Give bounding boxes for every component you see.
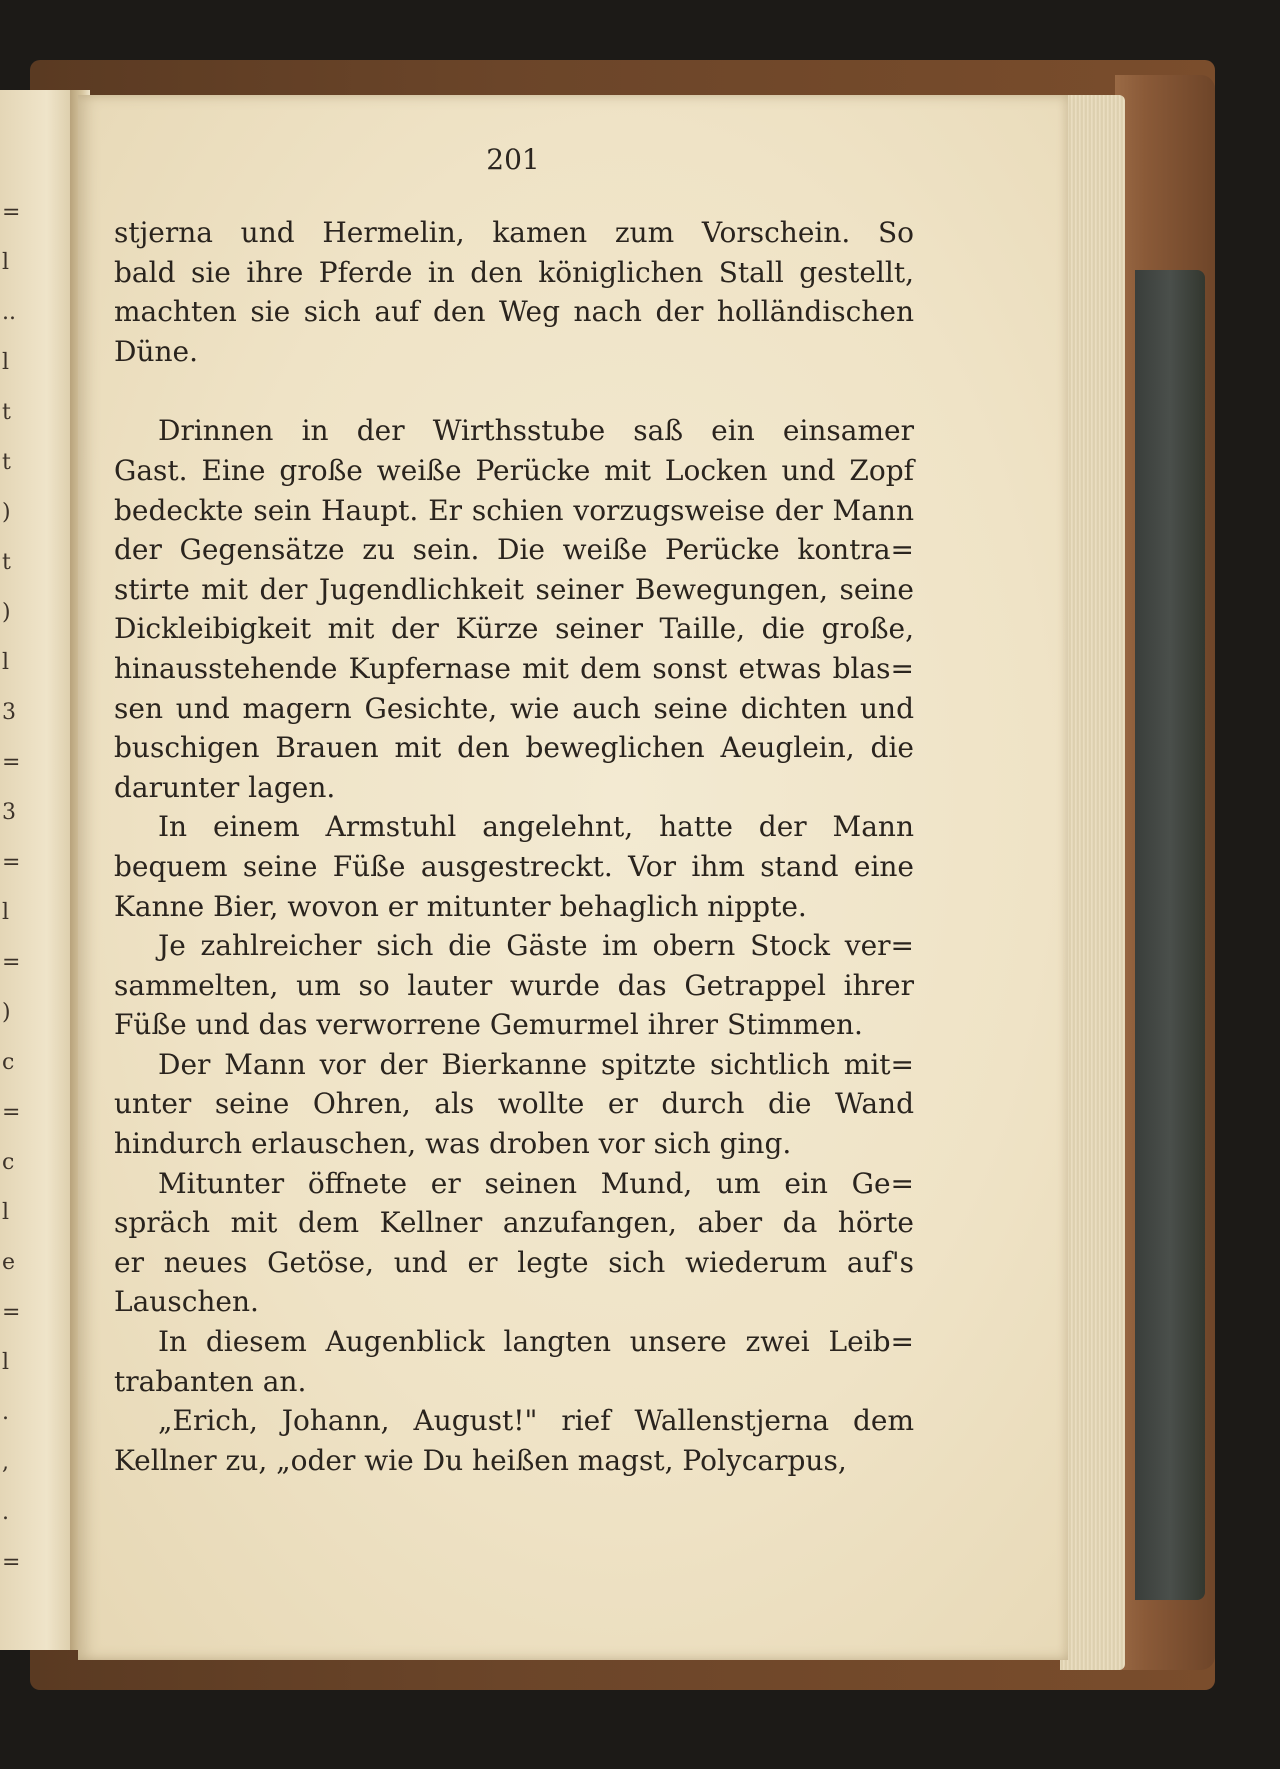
left-margin-char: t (2, 400, 11, 425)
paragraph (114, 1322, 914, 1401)
left-margin-char: ) (2, 500, 11, 525)
left-page-margin-characters (2, 90, 21, 1650)
text-line: Düne. (114, 334, 198, 368)
text-line: Mitunter öffnete er seinen Mund, um ein Ge= (158, 1166, 914, 1200)
text-line: stirte mit der Jugendlichkeit seiner Bewegungen, seine (114, 572, 914, 606)
right-page (78, 95, 1068, 1660)
left-margin-char: = (2, 1300, 21, 1325)
left-margin-char: ) (2, 600, 11, 625)
text-line: stjerna und Hermelin, kamen zum Vorschein. So (114, 216, 914, 249)
text-line: spräch mit dem Kellner anzufangen, aber da hörte (114, 1206, 914, 1240)
left-margin-char: c (2, 1150, 15, 1175)
text-line: „Erich, Johann, August!" rief Wallenstjerna dem (158, 1404, 914, 1438)
text-line: bedeckte sein Haupt. Er schien vorzugsweise der Mann (114, 493, 914, 527)
text-line: Dickleibigkeit mit der Kürze seiner Taille, die große, (114, 612, 914, 646)
paragraph (114, 926, 914, 1045)
left-margin-char: = (2, 750, 21, 775)
left-margin-char: t (2, 450, 11, 475)
left-facing-page (0, 90, 79, 1650)
left-margin-char: e (2, 1250, 16, 1275)
text-line: hindurch erlauschen, was droben vor sich ging. (114, 1127, 792, 1161)
text-line: Kellner zu, „oder wie Du heißen magst, Polycarpus, (114, 1443, 847, 1477)
left-margin-char: l (2, 350, 10, 375)
left-margin-char: l (2, 1200, 10, 1225)
left-margin-char: = (2, 950, 21, 975)
text-line: machten sie sich auf den Weg nach der holländischen (114, 295, 914, 329)
left-margin-char: l (2, 900, 10, 925)
text-line: trabanten an. (114, 1364, 307, 1398)
left-margin-char: 3 (2, 700, 16, 725)
left-margin-char: , (2, 1450, 9, 1475)
left-margin-char: l (2, 250, 10, 275)
paragraph (114, 1045, 914, 1164)
left-margin-char: l (2, 1350, 10, 1375)
text-line: darunter lagen. (114, 770, 336, 804)
text-line: Füße und das verworrene Gemurmel ihrer Stimmen. (114, 1008, 863, 1042)
body-text (114, 213, 914, 1480)
left-margin-char: .. (2, 300, 16, 325)
text-line: er neues Getöse, und er legte sich wiederum auf's (114, 1245, 914, 1279)
text-line: sammelten, um so lauter wurde das Getrappel ihrer (114, 968, 914, 1002)
left-margin-char: c (2, 1050, 15, 1075)
paragraph (114, 411, 914, 807)
text-line: In diesem Augenblick langten unsere zwei Leib= (158, 1325, 914, 1359)
left-margin-char: = (2, 200, 21, 225)
left-margin-char: l (2, 650, 10, 675)
left-margin-char: ) (2, 1000, 11, 1025)
text-line: Kanne Bier, wovon er mitunter behaglich nippte. (114, 889, 807, 923)
paragraph (114, 1401, 914, 1480)
left-margin-char: = (2, 1550, 21, 1575)
text-line: unter seine Ohren, als wollte er durch die Wand (114, 1087, 914, 1121)
page-edges (1060, 95, 1125, 1670)
text-line: buschigen Brauen mit den beweglichen Aeuglein, die (114, 731, 914, 765)
text-line: der Gegensätze zu sein. Die weiße Perücke kontra= (114, 533, 914, 567)
text-line: bald sie ihre Pferde in den königlichen Stall gestellt, (114, 255, 914, 289)
left-margin-char: t (2, 550, 11, 575)
text-line: Lauschen. (114, 1285, 259, 1319)
left-margin-char: = (2, 1100, 21, 1125)
text-line: Je zahlreicher sich die Gäste im obern Stock ver= (158, 929, 914, 963)
paragraph (114, 213, 914, 371)
text-line: sen und magern Gesichte, wie auch seine dichten und (114, 691, 914, 725)
text-line: Gast. Eine große weiße Perücke mit Locken und Zopf (114, 453, 914, 487)
paragraph (114, 807, 914, 926)
left-margin-char: 3 (2, 800, 16, 825)
text-line: bequem seine Füße ausgestreckt. Vor ihm stand eine (114, 849, 914, 883)
paragraph-gap (114, 371, 914, 411)
text-line: Der Mann vor der Bierkanne spitzte sichtlich mit= (158, 1047, 914, 1081)
left-margin-char: . (2, 1400, 9, 1425)
left-margin-char: . (2, 1500, 9, 1525)
paragraph (114, 1164, 914, 1322)
page-number: 201 (486, 143, 540, 176)
text-line: Drinnen in der Wirthsstube saß ein einsamer (158, 414, 914, 448)
book-spine-cloth (1135, 270, 1205, 1600)
text-line: In einem Armstuhl angelehnt, hatte der Mann (158, 810, 914, 844)
left-margin-char: = (2, 850, 21, 875)
text-line: hinausstehende Kupfernase mit dem sonst etwas blas= (114, 651, 914, 685)
